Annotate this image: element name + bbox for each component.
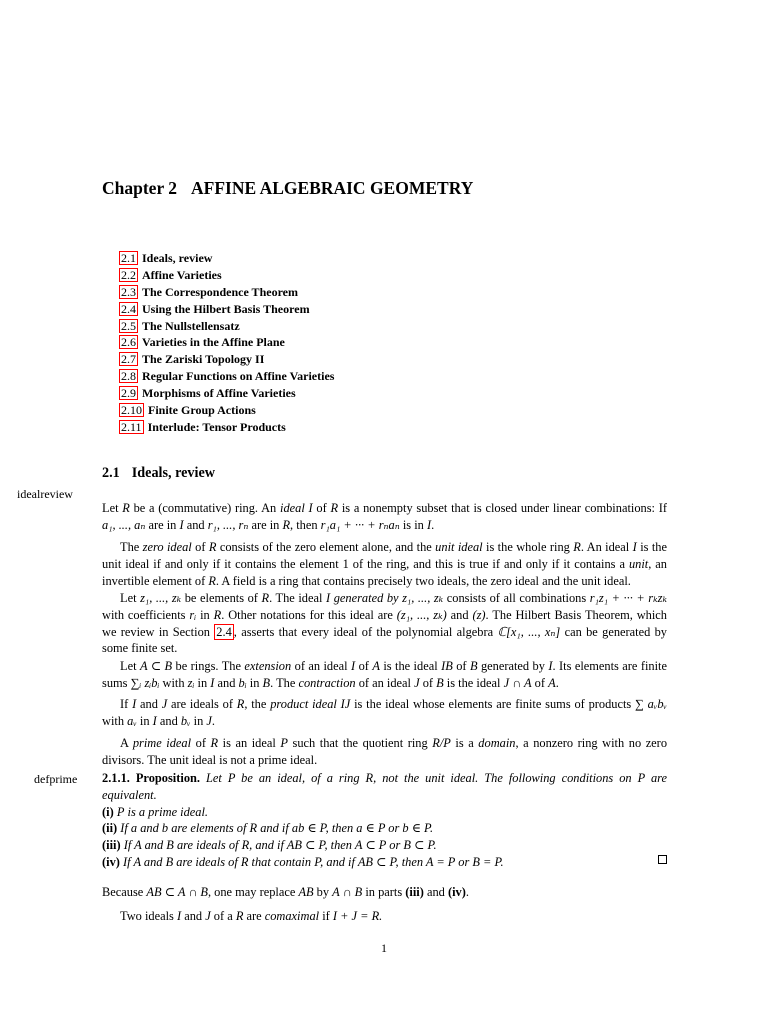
paragraph-generated-ideal: Let z₁, ..., zₖ be elements of R. The ideal I generated by z₁, ..., zₖ consists of all combinations r₁z₁ + ··· + rₖzₖ with coefficients rᵢ in R. Other notations for this ideal are (z₁, ..., zₖ) and (z). The Hilbert Basis Theorem, which we review in Section 2.4 , asserts that every ideal of the polynomial algebra ℂ[x₁, ..., xₙ] can be generated by some finite set. bbox=[102, 591, 667, 656]
toc-entry-title: The Nullstellensatz bbox=[142, 318, 240, 333]
paragraph-extension-contraction: Let A ⊂ B be rings. The extension of an ideal I of A is the ideal IB of B generated by I. Its elements are finite sums ∑ᵢ zᵢbᵢ with zᵢ in I and bᵢ in B. The contraction of an ideal J of B is the ideal J ∩ A of A. bbox=[102, 659, 667, 690]
section-number: 2.1 bbox=[102, 465, 120, 481]
toc-entry[interactable] bbox=[119, 284, 519, 301]
condition-iii: (iii) If A and B are ideals of R, and if AB ⊂ P, then A ⊂ P or B ⊂ P. bbox=[102, 838, 437, 853]
proposition-statement: 2.1.1. Proposition. Let P be an ideal, of a ring R, not the unit ideal. The following conditions on P are equivalent. bbox=[102, 771, 668, 802]
toc-entry[interactable] bbox=[119, 267, 519, 284]
toc-entry-title: Morphisms of Affine Varieties bbox=[142, 386, 296, 401]
toc-entry-number-link[interactable]: 2.1 bbox=[121, 251, 136, 265]
chapter-name: AFFINE ALGEBRAIC GEOMETRY bbox=[191, 178, 474, 198]
toc-entry-number-link[interactable]: 2.5 bbox=[121, 318, 136, 333]
paragraph-comaximal: Two ideals I and J of a R are comaximal if I + J = R. bbox=[120, 909, 383, 923]
paragraph-ideal-definition: Let R be a (commutative) ring. An ideal I of R is a nonempty subset that is closed under linear combinations: If a₁, ..., aₙ are in I and r₁, ..., rₙ are in R, then r₁a₁ + ··· + rₙaₙ is in I. bbox=[102, 501, 667, 532]
paragraph-product-ideal: If I and J are ideals of R, the product ideal IJ is the ideal whose elements are finite sums of products ∑ aᵥbᵥ with aᵥ in I and bᵥ in J. bbox=[102, 697, 668, 728]
toc-entry-number-link[interactable]: 2.6 bbox=[121, 335, 136, 350]
toc-entry-title: Using the Hilbert Basis Theorem bbox=[142, 301, 310, 316]
proposition-block bbox=[102, 770, 667, 871]
toc-entry-title: Finite Group Actions bbox=[148, 403, 256, 418]
section-reference-link[interactable]: 2.4 bbox=[216, 624, 232, 639]
toc-entry-number-link[interactable]: 2.8 bbox=[121, 369, 136, 384]
condition-i: (i) P is a prime ideal. bbox=[102, 804, 209, 819]
condition-ii: (ii) If a and b are elements of R and if ab ∈ P, then a ∈ P or b ∈ P. bbox=[102, 821, 434, 836]
paragraph-because: Because AB ⊂ A ∩ B, one may replace AB by A ∩ B in parts (iii) and (iv). bbox=[102, 885, 469, 899]
table-of-contents bbox=[119, 250, 519, 436]
chapter-number: Chapter 2 bbox=[102, 178, 178, 198]
qed-box-icon bbox=[658, 855, 667, 864]
toc-entry-title: The Zariski Topology II bbox=[142, 352, 265, 367]
toc-entry[interactable] bbox=[119, 419, 519, 436]
toc-entry[interactable] bbox=[119, 318, 519, 335]
condition-iv: (iv) If A and B are ideals of R that contain P, and if AB ⊂ P, then A = P or B = P. bbox=[102, 854, 667, 871]
toc-entry-number-link[interactable]: 2.10 bbox=[121, 403, 142, 418]
toc-entry-title: Regular Functions on Affine Varieties bbox=[142, 369, 335, 384]
section-heading bbox=[102, 464, 215, 482]
toc-entry-number-link[interactable]: 2.2 bbox=[121, 267, 136, 282]
proposition-label: 2.1.1. Proposition. bbox=[102, 771, 201, 785]
toc-entry[interactable] bbox=[119, 334, 519, 351]
toc-entry-number-link[interactable]: 2.4 bbox=[121, 301, 136, 316]
paragraph-zero-unit-ideal: The zero ideal of R consists of the zero element alone, and the unit ideal is the whole ring R. An ideal I is the unit ideal if and only if it contains the element 1 of the ring, and this is true if and only if it contains a unit, an invertible element of R. A field is a ring that contains precisely two ideals, the zero ideal and the unit ideal. bbox=[102, 540, 667, 588]
toc-entry[interactable] bbox=[119, 368, 519, 385]
toc-entry[interactable] bbox=[119, 250, 519, 267]
margin-label-defprime: defprime bbox=[34, 772, 78, 786]
toc-entry-title: Varieties in the Affine Plane bbox=[142, 335, 285, 350]
margin-label-idealreview: idealreview bbox=[17, 487, 73, 501]
toc-entry-number-link[interactable]: 2.11 bbox=[121, 419, 142, 434]
page-number: 1 bbox=[381, 941, 387, 955]
toc-entry-number-link[interactable]: 2.3 bbox=[121, 284, 136, 299]
paragraph-prime-ideal: A prime ideal of R is an ideal P such that the quotient ring R/P is a domain, a nonzero ring with no zero divisors. The unit ideal is not a prime ideal. bbox=[102, 736, 668, 767]
toc-entry-title: Interlude: Tensor Products bbox=[147, 419, 286, 434]
section-title: Ideals, review bbox=[131, 465, 216, 481]
toc-entry-number-link[interactable]: 2.9 bbox=[121, 386, 136, 401]
toc-entry-title: Ideals, review bbox=[142, 251, 213, 265]
toc-entry[interactable] bbox=[119, 402, 519, 419]
toc-entry-title: The Correspondence Theorem bbox=[142, 284, 298, 299]
toc-entry[interactable] bbox=[119, 301, 519, 318]
toc-entry-title: Affine Varieties bbox=[142, 267, 222, 282]
toc-entry[interactable] bbox=[119, 351, 519, 368]
chapter-title bbox=[102, 177, 702, 199]
toc-entry[interactable] bbox=[119, 385, 519, 402]
toc-entry-number-link[interactable]: 2.7 bbox=[121, 352, 136, 367]
